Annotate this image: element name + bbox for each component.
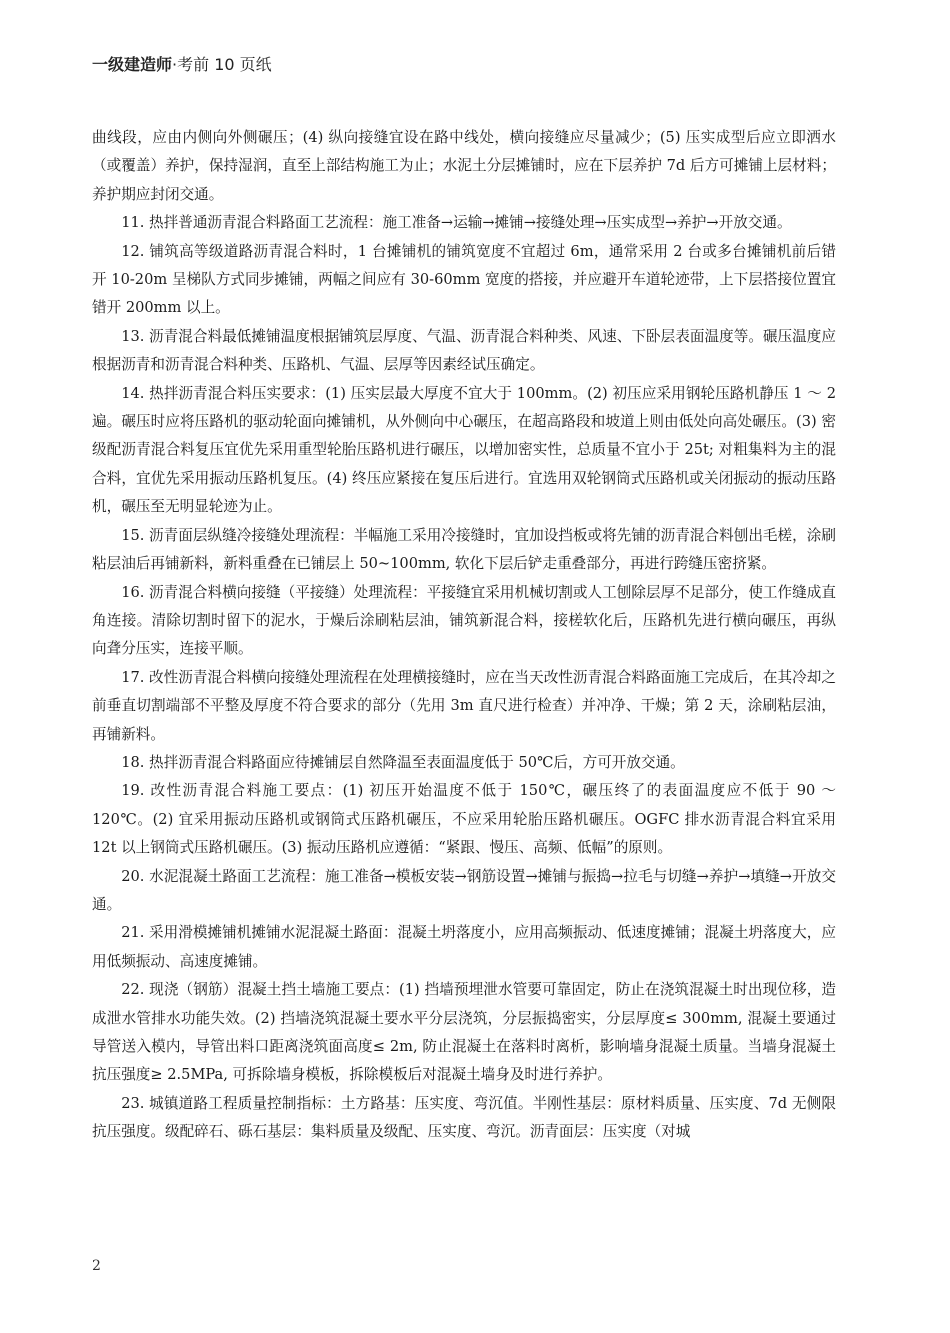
paragraph-item-16: 16. 沥青混合料横向接缝（平接缝）处理流程：平接缝宜采用机械切割或人工刨除层厚不足部分，使工作缝成直角连接。清除切割时留下的泥水，于燥后涂刷粘层油，铺筑新混合料，接槎软化后，压路机先进行横向碾压，再纵向聋分压实，连接平顺。 bbox=[92, 583, 836, 658]
paragraph-item-21: 21. 采用滑模摊铺机摊铺水泥混凝土路面：混凝土坍落度小，应用高频振动、低速度摊铺；混凝土坍落度大，应用低频振动、高速度摊铺。 bbox=[92, 924, 836, 970]
paragraph-item-14: 14. 热拌沥青混合料压实要求：(1) 压实层最大厚度不宜大于 100mm。(2) 初压应采用钢轮压路机静压 1 ～ 2 遍。碾压时应将压路机的驱动轮面向摊铺机，从外侧向中心碾压，在超高路段和坡道上则由低处向高处碾压。(3) 密级配沥青混合料复压宜优先采用重型轮胎压路机进行碾压，以增加密实性，总质量不宜小于 25t; 对粗集料为主的混合料，宜优先采用振动压路机复压。(4) 终压应紧接在复压后进行。宜选用双轮钢筒式压路机或关闭振动的振动压路机，碾压至无明显轮迹为止。 bbox=[92, 384, 836, 516]
paragraph-item-11: 11. 热拌普通沥青混合料路面工艺流程：施工准备→运输→摊铺→接缝处理→压实成型→养护→开放交通。 bbox=[121, 214, 792, 232]
header-title-main: 一级建造师 bbox=[92, 55, 173, 74]
paragraph-item-13: 13. 沥青混合料最低摊铺温度根据铺筑层厚度、气温、沥青混合料种类、风速、下卧层表面温度等。碾压温度应根据沥青和沥青混合料种类、压路机、气温、层厚等因素经试压确定。 bbox=[92, 327, 836, 374]
page-number: 2 bbox=[92, 1258, 101, 1274]
paragraph-continuation: 曲线段，应由内侧向外侧碾压；(4) 纵向接缝宜设在路中线处，横向接缝应尽量减少；(5) 压实成型后应立即洒水（或覆盖）养护，保持湿润，直至上部结构施工为止；水泥土分层摊铺时，应在下层养护 7d 后方可摊铺上层材料；养护期应封闭交通。 bbox=[92, 129, 836, 203]
paragraph-item-20: 20. 水泥混凝土路面工艺流程：施工准备→模板安装→钢筋设置→摊铺与振捣→拉毛与切缝→养护→填缝→开放交通。 bbox=[92, 867, 836, 913]
paragraph-item-22: 22. 现浇（钢筋）混凝土挡土墙施工要点：(1) 挡墙预埋泄水管要可靠固定，防止在浇筑混凝土时出现位移，造成泄水管排水功能失效。(2) 挡墙浇筑混凝土要水平分层浇筑，分层振捣密实，分层厚度≤ 300mm, 混凝土要通过导管送入模内，导管出料口距离浇筑面高度≤ 2m, 防止混凝土在落料时离析，影响墙身混凝土质量。当墙身混凝土抗压强度≥ 2.5MPa, 可拆除墙身模板，拆除模板后对混凝土墙身及时进行养护。 bbox=[92, 981, 836, 1084]
page-header bbox=[92, 52, 272, 75]
paragraph-item-17: 17. 改性沥青混合料横向接缝处理流程在处理横接缝时，应在当天改性沥青混合料路面施工完成后，在其冷却之前垂直切割端部不平整及厚度不符合要求的部分（先用 3m 直尺进行检查）并冲净、干燥；第 2 天，涂刷粘层油，再铺新料。 bbox=[92, 668, 836, 743]
paragraph-item-18: 18. 热拌沥青混合料路面应待摊铺层自然降温至表面温度低于 50℃后，方可开放交通。 bbox=[121, 753, 685, 771]
document-body bbox=[92, 124, 836, 1147]
paragraph-item-15: 15. 沥青面层纵缝冷接缝处理流程：半幅施工采用冷接缝时，宜加设挡板或将先铺的沥青混合料刨出毛槎，涂刷粘层油后再铺新料，新料重叠在已铺层上 50~100mm, 软化下层后铲走重叠部分，再进行跨缝压密挤紧。 bbox=[92, 526, 836, 573]
header-separator: · bbox=[172, 55, 178, 74]
header-title-sub: 考前 10 页纸 bbox=[177, 55, 272, 74]
paragraph-item-23: 23. 城镇道路工程质量控制指标：土方路基：压实度、弯沉值。半刚性基层：原材料质量、压实度、7d 无侧限抗压强度。级配碎石、砾石基层：集料质量及级配、压实度、弯沉。沥青面层：压实度（对城 bbox=[92, 1094, 836, 1141]
paragraph-item-12: 12. 铺筑高等级道路沥青混合料时，1 台摊铺机的铺筑宽度不宜超过 6m，通常采用 2 台或多台摊铺机前后错开 10-20m 呈梯队方式同步摊铺，两幅之间应有 30-60mm 宽度的搭接，并应避开车道轮迹带，上下层搭接位置宜错开 200mm 以上。 bbox=[92, 242, 836, 317]
paragraph-item-19: 19. 改性沥青混合料施工要点：(1) 初压开始温度不低于 150℃，碾压终了的表面温度应不低于 90 ～ 120℃。(2) 宜采用振动压路机或钢筒式压路机碾压，不应采用轮胎压路机碾压。OGFC 排水沥青混合料宜采用 12t 以上钢筒式压路机碾压。(3) 振动压路机应遵循：“紧跟、慢压、高频、低幅”的原则。 bbox=[92, 782, 836, 857]
